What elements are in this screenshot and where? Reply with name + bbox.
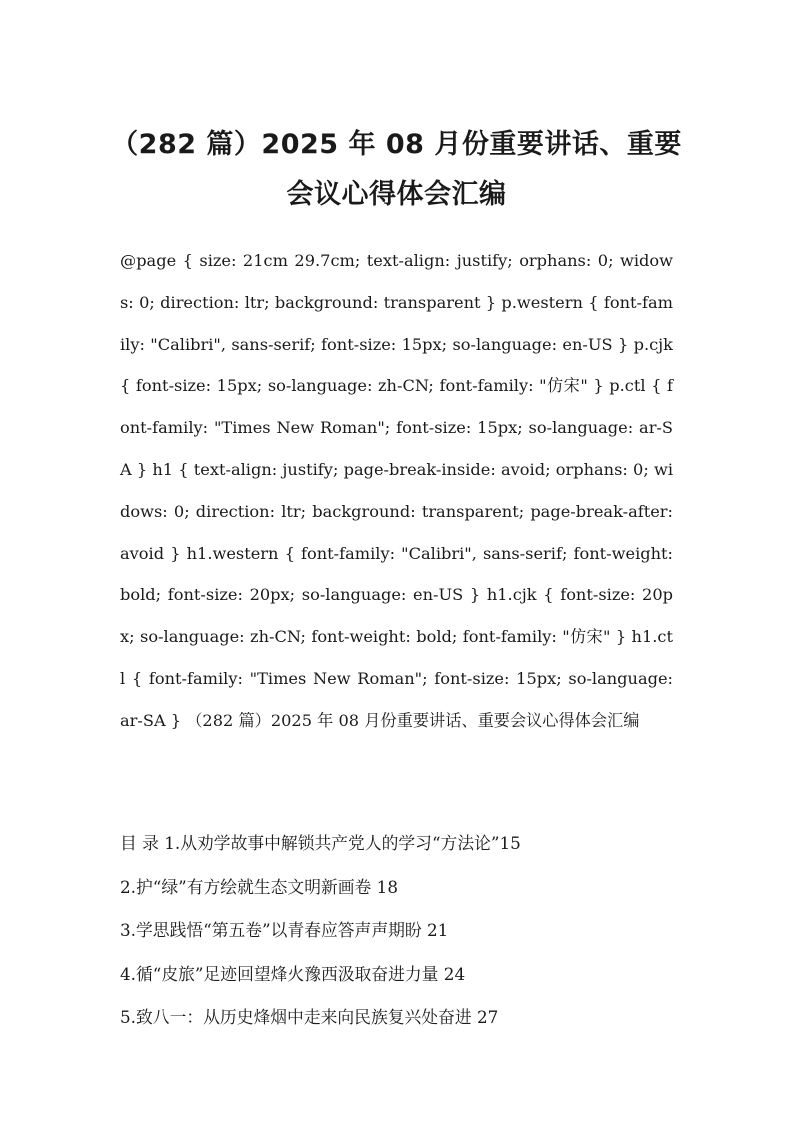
css-source-paragraph: @page { size: 21cm 29.7cm; text-align: justify; orphans: 0; widows: 0; direction: ltr; background: transparent } p.western { font-family: "Calibri", sans-serif; font-size: 15px; so-language: en-US } p.cjk { font-size: 15px; so-language: zh-CN; font-family: "仿宋" } p.ctl { font-family: "Times New Roman"; font-size: 15px; so-language: ar-SA } h1 { text-align: justify; page-break-inside: avoid; orphans: 0; widows: 0; direction: ltr; background: transparent; page-break-after: avoid } h1.western { font-family: "Calibri", sans-serif; font-weight: bold; font-size: 20px; so-language: en-US } h1.cjk { font-size: 20px; so-language: zh-CN; font-weight: bold; font-family: "仿宋" } h1.ctl { font-family: "Times New Roman"; font-size: 15px; so-language: ar-SA } （282 篇）2025 年 08 月份重要讲话、重要会议心得体会汇编 <box>120 251 673 730</box>
table-of-contents <box>120 822 720 1040</box>
title-line-1: （282 篇）2025 年 08 月份重要讲话、重要 <box>111 129 682 160</box>
toc-item: 目 录 1.从劝学故事中解锁共产党人的学习“方法论”15 <box>120 833 521 853</box>
toc-item: 3.学思践悟“第五卷”以青春应答声声期盼 21 <box>120 920 449 940</box>
toc-item: 4.循“皮旅”足迹回望烽火豫西汲取奋进力量 24 <box>120 963 466 984</box>
toc-item: 2.护“绿”有方绘就生态文明新画卷 18 <box>120 876 399 897</box>
toc-item: 5.致八一：从历史烽烟中走来向民族复兴处奋进 27 <box>120 1007 499 1027</box>
document-title <box>100 120 693 220</box>
title-line-2: 会议心得体会汇编 <box>286 179 507 210</box>
